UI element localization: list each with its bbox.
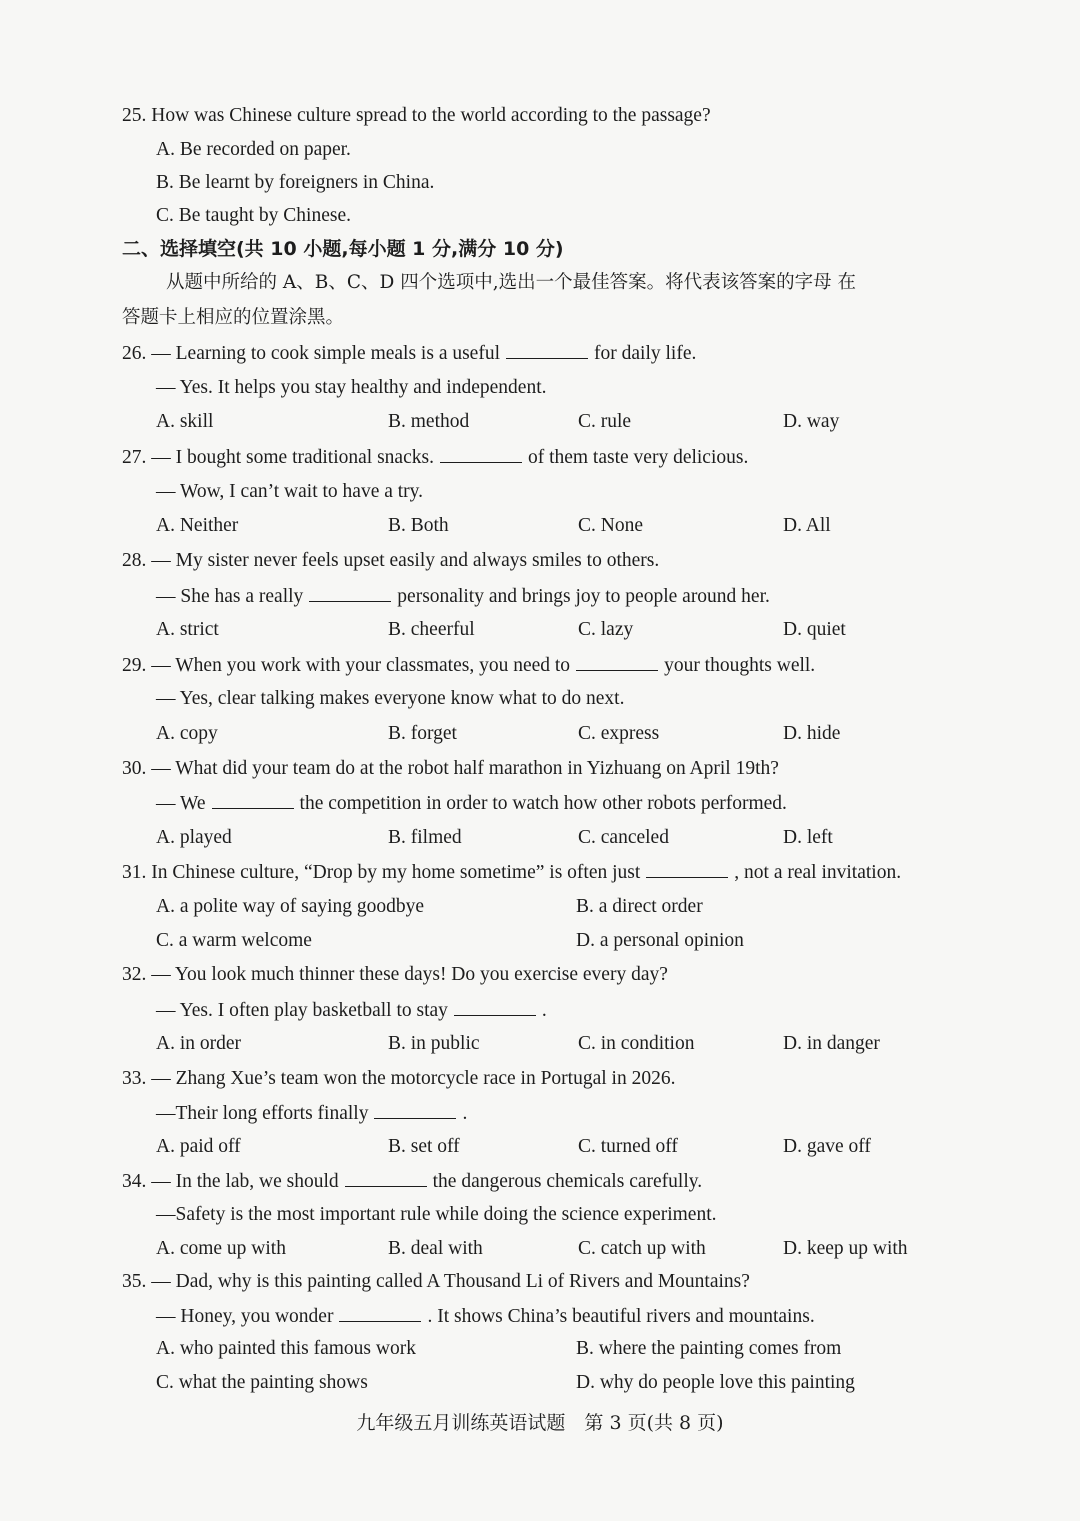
q32-stem: 32. — You look much thinner these days! Do you exercise every day? — [122, 964, 668, 985]
q29-option-d: D. hide — [783, 723, 841, 744]
page-footer: 九年级五月训练英语试题 第 3 页(共 8 页) — [356, 1412, 724, 1434]
q28-option-c: C. lazy — [578, 619, 634, 640]
q34-option-c: C. catch up with — [578, 1238, 706, 1259]
q28-option-b: B. cheerful — [388, 619, 475, 640]
q30-option-d: D. left — [783, 827, 833, 848]
section-instruction-1: 从题中所给的 A、B、C、D 四个选项中,选出一个最佳答案。将代表该答案的字母 在 — [166, 272, 856, 293]
q28-option-d: D. quiet — [783, 619, 846, 640]
q34-option-b: B. deal with — [388, 1238, 483, 1259]
answer-blank — [374, 1100, 456, 1119]
q33-option-c: C. turned off — [578, 1136, 678, 1157]
q31-option-d: D. a personal opinion — [576, 930, 744, 951]
answer-blank — [309, 583, 391, 602]
q30-option-c: C. canceled — [578, 827, 669, 848]
q25-option-b: B. Be learnt by foreigners in China. — [156, 172, 435, 193]
answer-blank — [440, 444, 522, 463]
q32-option-b: B. in public — [388, 1033, 480, 1054]
answer-blank — [576, 652, 658, 671]
answer-blank — [454, 997, 536, 1016]
q34-reply: —Safety is the most important rule while doing the science experiment. — [156, 1204, 717, 1225]
q28-option-a: A. strict — [156, 619, 219, 640]
answer-blank — [212, 790, 294, 809]
q27-option-c: C. None — [578, 515, 643, 536]
q26-stem: 26. — Learning to cook simple meals is a useful for daily life. — [122, 340, 696, 367]
section-instruction-2: 答题卡上相应的位置涂黑。 — [122, 307, 345, 328]
q32-option-c: C. in condition — [578, 1033, 695, 1054]
answer-blank — [339, 1303, 421, 1322]
q33-option-a: A. paid off — [156, 1136, 241, 1157]
q32-option-a: A. in order — [156, 1033, 242, 1054]
q35-option-d: D. why do people love this painting — [576, 1372, 855, 1393]
q35-option-b: B. where the painting comes from — [576, 1338, 842, 1359]
q27-option-a: A. Neither — [156, 515, 239, 536]
q32-reply: — Yes. I often play basketball to stay . — [156, 997, 547, 1024]
q27-reply: — Wow, I can’t wait to have a try. — [156, 481, 424, 502]
q25-option-a: A. Be recorded on paper. — [156, 139, 351, 160]
q33-option-b: B. set off — [388, 1136, 460, 1157]
answer-blank — [646, 859, 728, 878]
q31-option-b: B. a direct order — [576, 896, 703, 917]
q33-reply: —Their long efforts finally . — [156, 1100, 467, 1127]
q34-option-a: A. come up with — [156, 1238, 286, 1259]
answer-blank — [345, 1168, 427, 1187]
q29-option-c: C. express — [578, 723, 660, 744]
q34-option-d: D. keep up with — [783, 1238, 908, 1259]
q28-stem: 28. — My sister never feels upset easily and always smiles to others. — [122, 550, 660, 571]
q26-reply: — Yes. It helps you stay healthy and independent. — [156, 377, 547, 398]
q26-option-c: C. rule — [578, 411, 632, 432]
q32-option-d: D. in danger — [783, 1033, 880, 1054]
q33-option-d: D. gave off — [783, 1136, 871, 1157]
q34-stem: 34. — In the lab, we should the dangerous chemicals carefully. — [122, 1168, 702, 1195]
q27-stem: 27. — I bought some traditional snacks. of them taste very delicious. — [122, 444, 748, 471]
q29-option-a: A. copy — [156, 723, 218, 744]
q30-reply: — We the competition in order to watch how other robots performed. — [156, 790, 787, 817]
q27-option-b: B. Both — [388, 515, 449, 536]
section-title: 二、选择填空(共 10 小题,每小题 1 分,满分 10 分) — [122, 238, 564, 260]
q30-stem: 30. — What did your team do at the robot half marathon in Yizhuang on April 19th? — [122, 758, 779, 779]
q30-option-b: B. filmed — [388, 827, 462, 848]
q26-option-a: A. skill — [156, 411, 214, 432]
q26-option-d: D. way — [783, 411, 840, 432]
q33-stem: 33. — Zhang Xue’s team won the motorcycle race in Portugal in 2026. — [122, 1068, 676, 1089]
q35-option-a: A. who painted this famous work — [156, 1338, 416, 1359]
q31-option-a: A. a polite way of saying goodbye — [156, 896, 425, 917]
q30-option-a: A. played — [156, 827, 232, 848]
q29-reply: — Yes, clear talking makes everyone know what to do next. — [156, 688, 625, 709]
q35-option-c: C. what the painting shows — [156, 1372, 368, 1393]
q25-option-c: C. Be taught by Chinese. — [156, 205, 351, 226]
q31-stem: 31. In Chinese culture, “Drop by my home sometime” is often just , not a real invitation. — [122, 859, 901, 886]
answer-blank — [506, 340, 588, 359]
q28-reply: — She has a really personality and brings joy to people around her. — [156, 583, 770, 610]
q29-stem: 29. — When you work with your classmates, you need to your thoughts well. — [122, 652, 815, 679]
q26-option-b: B. method — [388, 411, 470, 432]
q27-option-d: D. All — [783, 515, 831, 536]
q35-stem: 35. — Dad, why is this painting called A Thousand Li of Rivers and Mountains? — [122, 1271, 750, 1292]
q31-option-c: C. a warm welcome — [156, 930, 312, 951]
q29-option-b: B. forget — [388, 723, 457, 744]
q35-reply: — Honey, you wonder . It shows China’s beautiful rivers and mountains. — [156, 1303, 815, 1330]
q25-stem: 25. How was Chinese culture spread to the world according to the passage? — [122, 105, 711, 126]
